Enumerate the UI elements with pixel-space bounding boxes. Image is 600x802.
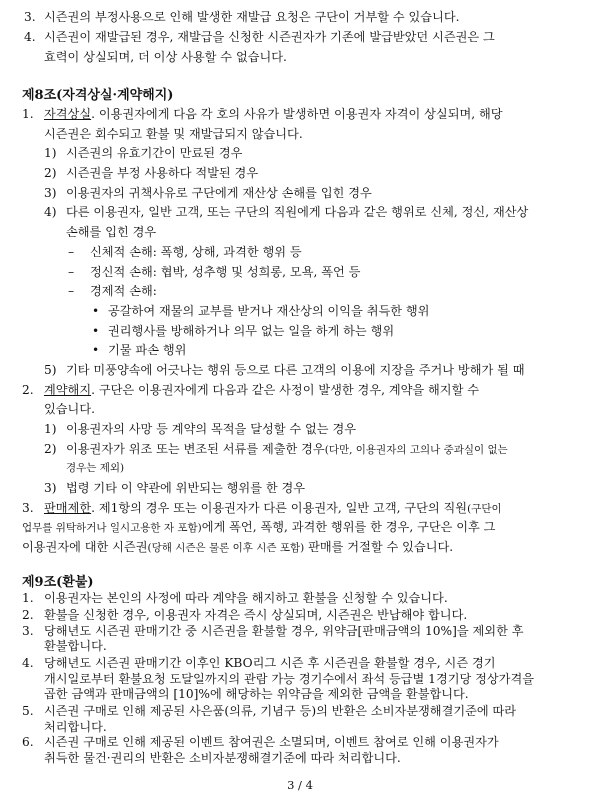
item-number: 3.	[24, 10, 36, 24]
item-number: 4.	[22, 655, 34, 670]
clause-text: 효력이 상실되며, 더 이상 사용할 수 없습니다.	[44, 50, 287, 64]
bullet-item-text: 권리행사를 방해하거나 의무 없는 일을 하게 하는 행위	[108, 324, 395, 338]
item-number: 1.	[22, 591, 34, 606]
clause-note: (당해 시즌은 물론 이후 시즌 포함)	[147, 542, 305, 554]
dash-item-text: 경제적 손해:	[90, 284, 157, 298]
dash-item-text: 신체적 손해: 폭행, 상해, 과격한 행위 등	[90, 245, 302, 259]
subitem-text: 법령 기타 이 약관에 위반되는 행위를 한 경우	[66, 481, 306, 495]
subitem-number: 2)	[44, 166, 57, 180]
clause-text-rest: 에게 폭언, 폭행, 과격한 행위를 한 경우, 구단은 이후 그	[201, 520, 496, 534]
clause-text: 취득한 물건·권리의 반환은 소비자분쟁해결기준에 따라 처리합니다.	[44, 751, 401, 766]
clause-text-rest: . 구단은 이용권자에게 다음과 같은 사정이 발생한 경우, 계약을 해지할 수	[91, 383, 480, 397]
subitem-text: 다른 이용권자, 일반 고객, 또는 구단의 직원에게 다음과 같은 행위로 신체, 정신, 재산상	[66, 205, 529, 219]
article-9-heading: 제9조(환불)	[22, 575, 94, 591]
subitem-number: 3)	[44, 481, 57, 495]
term-qualification-loss: 자격상실	[44, 107, 92, 121]
subitem-number: 1)	[44, 422, 57, 436]
subitem-note: 경우는 제외)	[66, 462, 125, 474]
bullet-item-text: 기물 파손 행위	[108, 343, 187, 357]
clause-text: 개시일로부터 환불요청 도달일까지의 관람 가능 경기수에서 좌석 등급별 1경기당 정상가격을	[44, 671, 534, 686]
clause-text: 당해년도 시즌권 판매기간 이후인 KBO리그 시즌 후 시즌권을 환불할 경우, 시즌 경기	[44, 655, 496, 670]
subitem-number: 4)	[44, 205, 57, 219]
clause-text: 시즌권의 부정사용으로 인해 발생한 재발급 요청은 구단이 거부할 수 있습니다.	[44, 10, 460, 24]
clause-text: 환불합니다.	[44, 639, 107, 654]
clause-text: 이용권자는 본인의 사정에 따라 계약을 해지하고 환불을 신청할 수 있습니다.	[44, 591, 448, 606]
article-8-heading: 제8조(자격상실·계약해지)	[22, 88, 174, 103]
clause-note: 업무를 위탁하거나 일시고용한 자 포함)	[22, 522, 202, 534]
subitem-text: 이용권자의 사망 등 계약의 목적을 달성할 수 없는 경우	[66, 422, 357, 436]
clause-text-rest: . 제1항의 경우 또는 이용권자가 다른 이용권자, 일반 고객, 구단의 직원	[91, 501, 468, 515]
bullet-mark: •	[92, 304, 100, 318]
page-number: 3 / 4	[287, 778, 313, 792]
subitem-note: (다만, 이용권자의 고의나 중과실이 없는	[324, 444, 508, 456]
dash-mark: –	[68, 245, 75, 259]
clause-text: 시즌권이 재발급된 경우, 재발급을 신청한 시즌권자가 기존에 발급받았던 시즌권은 그	[44, 30, 495, 44]
clause-text: 시즌권 구매로 인해 제공된 사은품(의류, 기념구 등)의 반환은 소비자분쟁해결기준에 따라	[44, 703, 517, 718]
subitem-number: 3)	[44, 186, 57, 200]
clause-text: 시즌권은 회수되고 환불 및 재발급되지 않습니다.	[44, 127, 303, 141]
item-number: 4.	[24, 30, 36, 44]
item-number: 6.	[22, 735, 34, 750]
dash-mark: –	[68, 284, 75, 298]
subitem-text: 시즌권의 유효기간이 만료된 경우	[66, 146, 243, 160]
term-sales-restriction: 판매제한	[44, 501, 92, 515]
dash-item-text: 정신적 손해: 협박, 성추행 및 성희롱, 모욕, 폭언 등	[90, 265, 361, 279]
term-contract-termination: 계약해지	[44, 383, 92, 397]
subitem-number: 2)	[44, 442, 57, 456]
item-number: 3.	[22, 501, 34, 515]
bullet-mark: •	[92, 343, 100, 357]
item-number: 5.	[22, 703, 34, 718]
subitem-text-main: 이용권자가 위조 또는 변조된 서류를 제출한 경우	[66, 442, 325, 456]
clause-text: 당해년도 시즌권 판매기간 중 시즌권을 환불할 경우, 위약금[판매금액의 10%]을 제외한 후	[44, 623, 524, 638]
item-number: 3.	[22, 623, 34, 638]
clause-text: 시즌권 구매로 인해 제공된 이벤트 참여권은 소멸되며, 이벤트 참여로 인해 이용권자가	[44, 735, 499, 750]
subitem-text: 기타 미풍양속에 어긋나는 행위 등으로 다른 고객의 이용에 지장을 주거나 방해가 될 때	[66, 363, 525, 377]
subitem-number: 5)	[44, 363, 57, 377]
clause-note: (구단이	[467, 503, 502, 515]
clause-text-rest: . 이용권자에게 다음 각 호의 사유가 발생하면 이용권자 자격이 상실되며, 해당	[91, 107, 503, 121]
clause-text-rest: 판매를 거절할 수 있습니다.	[304, 540, 454, 554]
item-number: 1.	[22, 107, 34, 121]
subitem-number: 1)	[44, 146, 57, 160]
item-number: 2.	[22, 383, 34, 397]
subitem-text: 이용권자의 귀책사유로 구단에게 재산상 손해를 입힌 경우	[66, 186, 372, 200]
subitem-text: 시즌권을 부정 사용하다 적발된 경우	[66, 166, 259, 180]
clause-text: 있습니다.	[44, 402, 95, 416]
dash-mark: –	[68, 265, 75, 279]
clause-text: 처리합니다.	[44, 719, 107, 734]
clause-text: 곱한 금액과 판매금액의 [10]%에 해당하는 위약금을 제외한 금액을 환불합니다.	[44, 687, 469, 702]
bullet-item-text: 공갈하여 재물의 교부를 받거나 재산상의 이익을 취득한 행위	[108, 304, 430, 318]
subitem-text: 손해를 입힌 경우	[66, 225, 157, 239]
clause-text: 환불을 신청한 경우, 이용권자 자격은 즉시 상실되며, 시즌권은 반납해야 합니다.	[44, 607, 468, 622]
item-number: 2.	[22, 607, 34, 622]
clause-text-rest: 이용권자에 대한 시즌권	[22, 540, 148, 554]
bullet-mark: •	[92, 324, 100, 338]
